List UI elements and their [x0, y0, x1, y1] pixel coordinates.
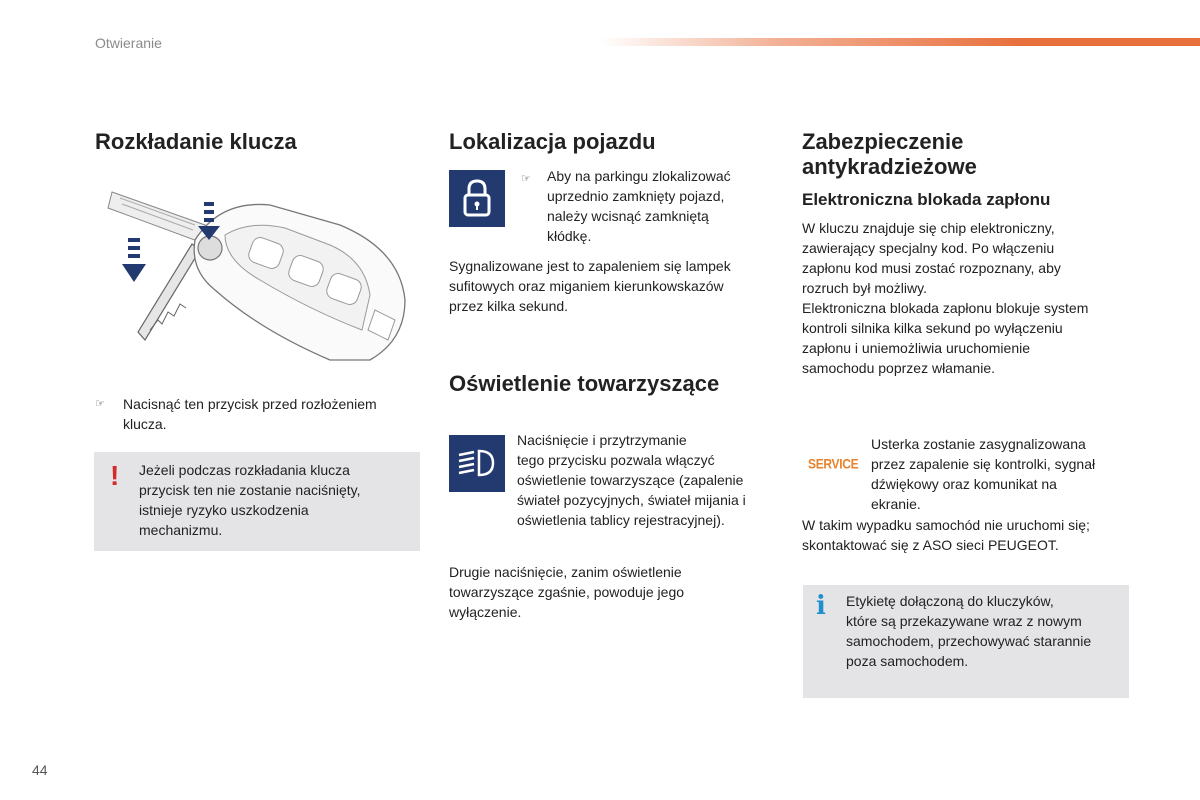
locate-instruction: Aby na parkingu zlokalizować uprzednio zamknięty pojazd, należy wcisnąć zamkniętą kłódkę.: [547, 168, 731, 244]
remote-key-body-icon: [194, 204, 405, 360]
instruction-bullet-icon: ☞: [95, 398, 105, 410]
padlock-icon: [449, 170, 505, 227]
headlamp-icon: [449, 435, 505, 492]
immobiliser-subtitle: Elektroniczna blokada zapłonu: [802, 190, 1051, 209]
vehicle-locating-title: Lokalizacja pojazdu: [449, 129, 656, 154]
page-number: 44: [32, 762, 48, 778]
signal-description: Sygnalizowane jest to zapaleniem się lampek sufitowych oraz miganiem kierunkowskazów przez kilka sekund.: [449, 258, 731, 314]
key-blade-icon: [108, 192, 205, 340]
key-unfolding-title: Rozkładanie klucza: [95, 129, 297, 154]
warning-text: Jeżeli podczas rozkładania klucza przycisk ten nie zostanie naciśnięty, istnieje ryzyko uszkodzenia mechanizmu.: [139, 462, 361, 538]
key-illustration: [100, 180, 415, 380]
guide-me-home-title: Oświetlenie towarzyszące: [449, 371, 720, 396]
service-fault-description: Usterka zostanie zasygnalizowana przez zapalenie się kontrolki, sygnał dźwiękowy oraz komunikat na ekranie.: [871, 436, 1096, 512]
section-header: Otwieranie: [95, 35, 162, 51]
info-box: [803, 585, 1129, 698]
guide-me-home-description: Naciśnięcie i przytrzymanie tego przycisku pozwala włączyć oświetlenie towarzyszące (zapalenie świateł pozycyjnych, świateł mijania i oświetlenia tablicy rejestracyjnej).: [517, 432, 746, 528]
exclamation-icon: !: [110, 460, 120, 491]
header-accent-bar: [600, 38, 1200, 46]
warning-box: [94, 452, 420, 551]
service-warning-icon: SERVICE: [808, 455, 859, 473]
key-unfold-instruction: Nacisnąć ten przycisk przed rozłożeniem klucza.: [123, 396, 377, 432]
second-press-description: Drugie naciśnięcie, zanim oświetlenie towarzyszące zgaśnie, powoduje jego wyłączenie.: [449, 564, 685, 620]
locate-bullet-icon: ☞: [521, 173, 531, 185]
anti-theft-title: Zabezpieczenie antykradzieżowe: [802, 129, 977, 179]
fold-arrow-icon: [122, 238, 146, 282]
no-start-description: W takim wypadku samochód nie uruchomi się; skontaktować się z ASO sieci PEUGEOT.: [802, 517, 1090, 553]
info-icon: i: [816, 591, 826, 621]
info-text: Etykietę dołączoną do kluczyków, które są przekazywane wraz z nowym samochodem, przechowywać starannie poza samochodem.: [846, 593, 1092, 669]
immobiliser-description: W kluczu znajduje się chip elektroniczny, zawierający specjalny kod. Po włączeniu zapłonu kod musi zostać rozpoznany, aby rozruch był możliwy. Elektroniczna blokada zapłonu blokuje system kontroli silnika kilka sekund po wyłączeniu zapłonu i uniemożliwia uruchomienie samochodu poprzez włamanie.: [802, 220, 1089, 376]
